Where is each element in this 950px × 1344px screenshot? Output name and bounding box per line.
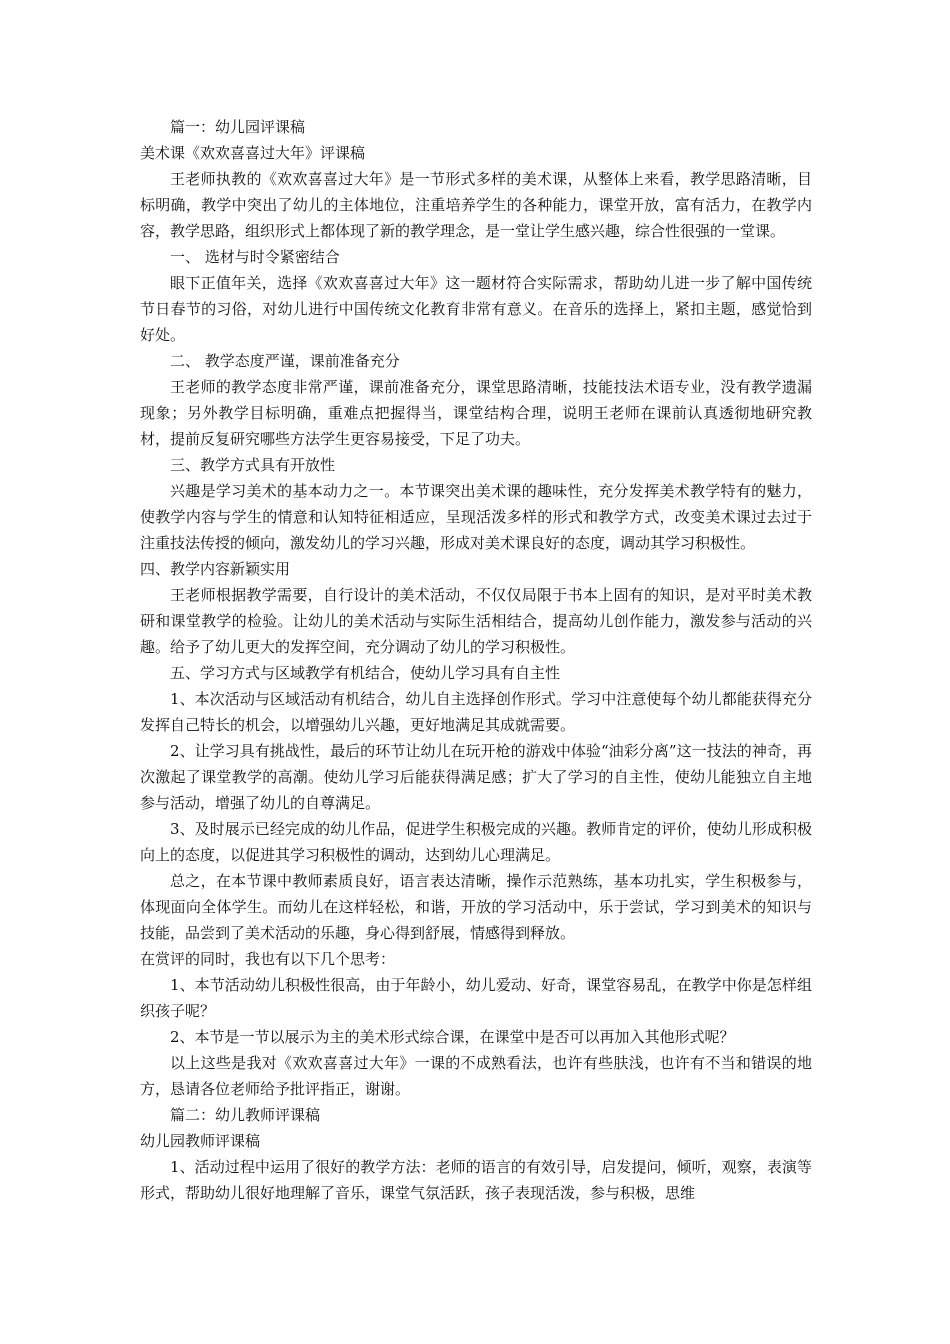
paragraph-4: 王老师根据教学需要，自行设计的美术活动，不仅仅局限于书本上固有的知识，是对平时美术教研和课堂教学的检验。让幼儿的美术活动与实际生活相结合，提高幼儿创作能力，激发参与活动的兴趣。给予了幼儿更大的发挥空间，充分调动了幼儿的学习积极性。 — [140, 586, 812, 656]
lesson-title: 美术课《欢欢喜喜过大年》评课稿 — [140, 144, 366, 162]
reflection-item-1: 1、本节活动幼儿积极性很高，由于年龄小，幼儿爱动、好奇，课堂容易乱，在教学中你是怎样组织孩子呢？ — [140, 976, 812, 1020]
reflection-intro: 在赏评的同时，我也有以下几个思考： — [140, 950, 396, 968]
heading-1: 一、 选材与时令紧密结合 — [170, 248, 340, 266]
part-two-title: 幼儿园教师评课稿 — [140, 1132, 261, 1150]
list-item-5-3: 3、及时展示已经完成的幼儿作品，促进学生积极完成的兴趣。教师肯定的评价，使幼儿形成积极向上的态度，以促进其学习积极性的调动，达到幼儿心理满足。 — [140, 820, 812, 864]
part-two-paragraph-1: 1、活动过程中运用了很好的教学方法：老师的语言的有效引导，启发提问，倾听，观察，表演等形式，帮助幼儿很好地理解了音乐，课堂气氛活跃，孩子表现活泼，参与积极，思维 — [140, 1158, 812, 1202]
list-item-5-2: 2、让学习具有挑战性，最后的环节让幼儿在玩开枪的游戏中体验“油彩分离”这一技法的神奇，再次激起了课堂教学的高潮。使幼儿学习后能获得满足感；扩大了学习的自主性，使幼儿能独立自主地参与活动，增强了幼儿的自尊满足。 — [140, 742, 812, 812]
paragraph-1: 眼下正值年关，选择《欢欢喜喜过大年》这一题材符合实际需求，帮助幼儿进一步了解中国传统节日春节的习俗，对幼儿进行中国传统文化教育非常有意义。在音乐的选择上，紧扣主题，感觉恰到好处。 — [140, 274, 812, 344]
heading-3: 三、教学方式具有开放性 — [170, 456, 336, 474]
paragraph-2: 王老师的教学态度非常严谨，课前准备充分，课堂思路清晰，技能技法术语专业，没有教学遗漏现象；另外教学目标明确，重难点把握得当，课堂结构合理，说明王老师在课前认真透彻地研究教材，提前反复研究哪些方法学生更容易接受，下足了功夫。 — [140, 378, 812, 448]
heading-5: 五、学习方式与区域教学有机结合，使幼儿学习具有自主性 — [170, 664, 561, 682]
heading-4: 四、教学内容新颖实用 — [140, 560, 291, 578]
heading-2: 二、 教学态度严谨，课前准备充分 — [170, 352, 400, 370]
paragraph-closing: 以上这些是我对《欢欢喜喜过大年》一课的不成熟看法，也许有些肤浅，也许有不当和错误的地方，恳请各位老师给予批评指正，谢谢。 — [140, 1054, 812, 1098]
paragraph-3: 兴趣是学习美术的基本动力之一。本节课突出美术课的趣味性，充分发挥美术教学特有的魅力，使教学内容与学生的情意和认知特征相适应，呈现活泼多样的形式和教学方式，改变美术课过去过于注重技法传授的倾向，激发幼儿的学习兴趣，形成对美术课良好的态度，调动其学习积极性。 — [140, 482, 812, 552]
section-title-part-two: 篇二：幼儿教师评课稿 — [170, 1106, 321, 1124]
reflection-item-2: 2、本节是一节以展示为主的美术形式综合课，在课堂中是否可以再加入其他形式呢？ — [170, 1028, 735, 1046]
paragraph-intro: 王老师执教的《欢欢喜喜过大年》是一节形式多样的美术课，从整体上来看，教学思路清晰，目标明确，教学中突出了幼儿的主体地位，注重培养学生的各种能力，课堂开放，富有活力，在教学内容，教学思路，组织形式上都体现了新的教学理念，是一堂让学生感兴趣，综合性很强的一堂课。 — [140, 170, 812, 240]
paragraph-summary: 总之，在本节课中教师素质良好，语言表达清晰，操作示范熟练，基本功扎实，学生积极参与，体现面向全体学生。而幼儿在这样轻松，和谐，开放的学习活动中，乐于尝试，学习到美术的知识与技能，品尝到了美术活动的乐趣，身心得到舒展，情感得到释放。 — [140, 872, 812, 942]
document-body — [140, 114, 812, 1206]
section-title-part-one: 篇一：幼儿园评课稿 — [170, 118, 306, 136]
list-item-5-1: 1、本次活动与区域活动有机结合，幼儿自主选择创作形式。学习中注意使每个幼儿都能获得充分发挥自己特长的机会，以增强幼儿兴趣，更好地满足其成就需要。 — [140, 690, 812, 734]
